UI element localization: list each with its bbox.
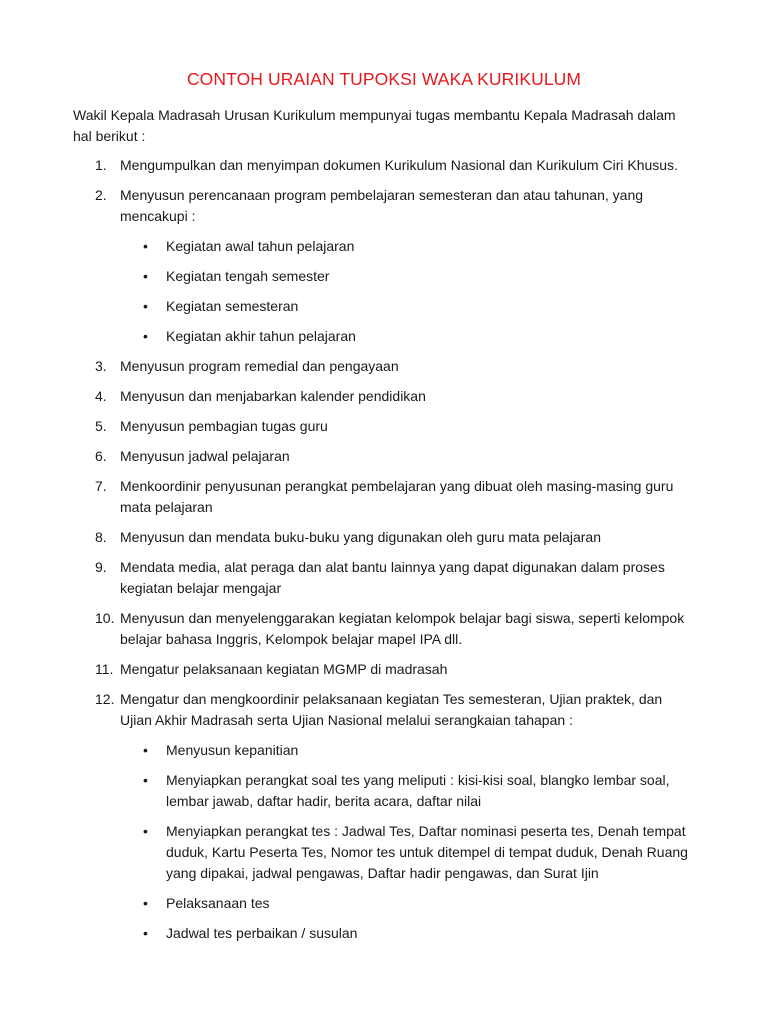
list-number: 12. bbox=[95, 691, 115, 707]
list-item bbox=[73, 416, 693, 437]
bullet-icon: • bbox=[143, 925, 148, 941]
bullet-item-text: Pelaksanaan tes bbox=[166, 895, 270, 911]
bullet-item-text: Kegiatan tengah semester bbox=[166, 268, 330, 284]
list-item-text: Menkoordinir penyusunan perangkat pembelajaran yang dibuat oleh masing-masing guru mata pelajaran bbox=[120, 478, 674, 515]
list-item bbox=[73, 386, 693, 407]
list-number: 4. bbox=[95, 388, 107, 404]
bullet-item-text: Kegiatan akhir tahun pelajaran bbox=[166, 328, 356, 344]
bullet-icon: • bbox=[143, 772, 148, 788]
list-item bbox=[73, 659, 693, 680]
document-title: CONTOH URAIAN TUPOKSI WAKA KURIKULUM bbox=[186, 69, 582, 89]
bullet-item bbox=[73, 326, 693, 347]
list-item-text: Menyusun dan menjabarkan kalender pendidikan bbox=[120, 388, 426, 404]
list-number: 11. bbox=[95, 661, 114, 677]
bullet-item-text: Menyusun kepanitian bbox=[166, 742, 299, 758]
task-list bbox=[73, 155, 693, 953]
list-number: 5. bbox=[95, 418, 107, 434]
list-item-text: Mendata media, alat peraga dan alat bantu lainnya yang dapat digunakan dalam proses kegiatan belajar mengajar bbox=[120, 559, 665, 596]
list-number: 9. bbox=[95, 559, 107, 575]
list-number: 1. bbox=[95, 157, 107, 173]
bullet-icon: • bbox=[143, 238, 148, 254]
bullet-item-text: Kegiatan awal tahun pelajaran bbox=[166, 238, 355, 254]
bullet-item bbox=[73, 740, 693, 761]
list-number: 7. bbox=[95, 478, 107, 494]
list-item-text: Mengatur pelaksanaan kegiatan MGMP di madrasah bbox=[120, 661, 448, 677]
list-item-text: Menyusun pembagian tugas guru bbox=[120, 418, 328, 434]
bullet-icon: • bbox=[143, 268, 148, 284]
list-item bbox=[73, 155, 693, 176]
list-item-text: Menyusun jadwal pelajaran bbox=[120, 448, 290, 464]
bullet-item-text: Menyiapkan perangkat tes : Jadwal Tes, Daftar nominasi peserta tes, Denah tempat duduk, Kartu Peserta Tes, Nomor tes untuk ditempel di tempat duduk, Denah Ruang yang dipakai, jadwal pengawas, Daftar hadir pengawas, dan Surat Ijin bbox=[166, 823, 688, 881]
list-item-text: Mengatur dan mengkoordinir pelaksanaan kegiatan Tes semesteran, Ujian praktek, dan Ujian Akhir Madrasah serta Ujian Nasional melalui serangkaian tahapan : bbox=[120, 691, 663, 728]
bullet-item bbox=[73, 296, 693, 317]
bullet-item bbox=[73, 266, 693, 287]
list-item bbox=[73, 476, 693, 518]
list-number: 8. bbox=[95, 529, 107, 545]
list-number: 6. bbox=[95, 448, 107, 464]
bullet-item bbox=[73, 236, 693, 257]
list-item bbox=[73, 446, 693, 467]
list-item-text: Menyusun program remedial dan pengayaan bbox=[120, 358, 399, 374]
list-item-text: Mengumpulkan dan menyimpan dokumen Kurikulum Nasional dan Kurikulum Ciri Khusus. bbox=[120, 157, 678, 173]
bullet-item bbox=[73, 770, 693, 812]
list-item bbox=[73, 557, 693, 599]
list-item bbox=[73, 356, 693, 377]
bullet-icon: • bbox=[143, 895, 148, 911]
bullet-icon: • bbox=[143, 298, 148, 314]
list-item bbox=[73, 608, 693, 650]
list-number: 10. bbox=[95, 610, 115, 626]
bullet-item bbox=[73, 821, 693, 884]
list-item-text: Menyusun dan mendata buku-buku yang digunakan oleh guru mata pelajaran bbox=[120, 529, 602, 545]
bullet-item-text: Jadwal tes perbaikan / susulan bbox=[166, 925, 358, 941]
list-number: 3. bbox=[95, 358, 107, 374]
list-item-text: Menyusun dan menyelenggarakan kegiatan kelompok belajar bagi siswa, seperti kelompok belajar bahasa Inggris, Kelompok belajar mapel IPA dll. bbox=[120, 610, 685, 647]
bullet-icon: • bbox=[143, 742, 148, 758]
intro-paragraph: Wakil Kepala Madrasah Urusan Kurikulum mempunyai tugas membantu Kepala Madrasah dalam hal berikut : bbox=[73, 107, 676, 144]
bullet-item bbox=[73, 893, 693, 914]
list-number: 2. bbox=[95, 187, 107, 203]
list-item-text: Menyusun perencanaan program pembelajaran semesteran dan atau tahunan, yang mencakupi : bbox=[120, 187, 644, 224]
list-item bbox=[73, 185, 693, 227]
list-item bbox=[73, 689, 693, 731]
list-item bbox=[73, 527, 693, 548]
bullet-icon: • bbox=[143, 328, 148, 344]
bullet-item bbox=[73, 923, 693, 944]
bullet-icon: • bbox=[143, 823, 148, 839]
bullet-item-text: Kegiatan semesteran bbox=[166, 298, 299, 314]
bullet-item-text: Menyiapkan perangkat soal tes yang meliputi : kisi-kisi soal, blangko lembar soal, lembar jawab, daftar hadir, berita acara, daftar nilai bbox=[166, 772, 670, 809]
